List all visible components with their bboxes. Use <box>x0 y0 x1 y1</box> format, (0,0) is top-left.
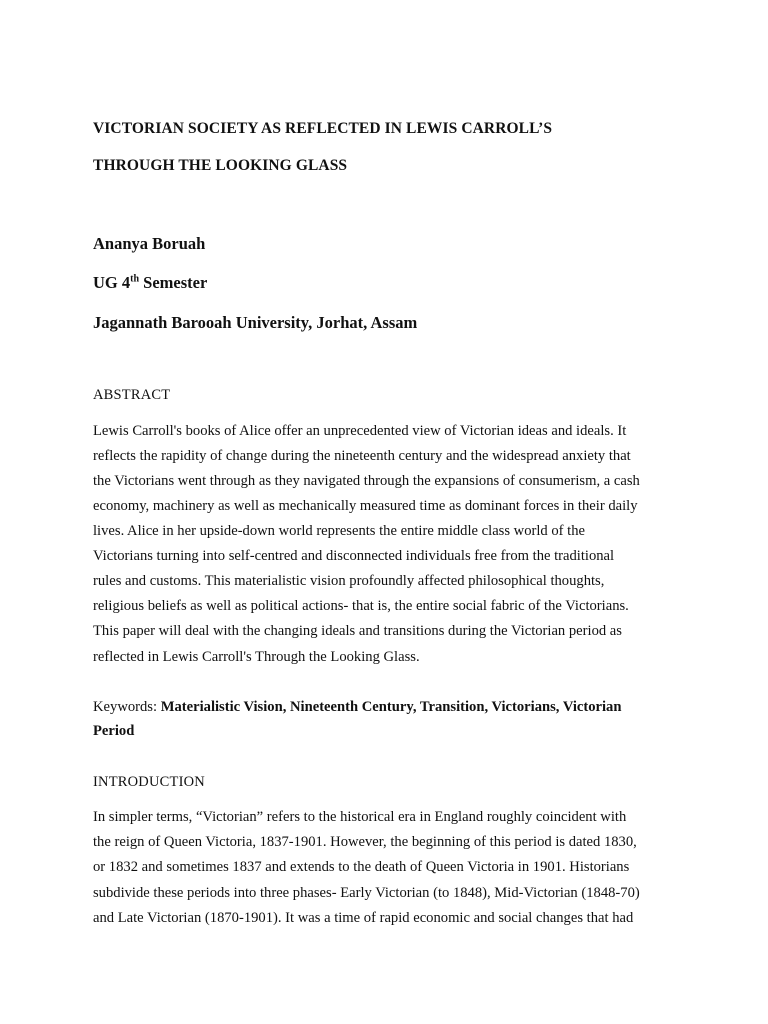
abstract-line: the Victorians went through as they navigated through the expansions of consumerism, a cash <box>93 473 640 489</box>
introduction-line: and Late Victorian (1870-1901). It was a time of rapid economic and social changes that had <box>93 910 634 926</box>
keywords-label: Keywords: <box>93 699 161 715</box>
abstract-line: lives. Alice in her upside-down world represents the entire middle class world of the <box>93 523 586 539</box>
paper-title-line-2: THROUGH THE LOOKING GLASS <box>93 157 348 174</box>
introduction-line: or 1832 and sometimes 1837 and extends to the death of Queen Victoria in 1901. Historians <box>93 859 630 875</box>
abstract-line: economy, machinery as well as mechanically measured time as dominant forces in their daily <box>93 498 638 514</box>
introduction-line: the reign of Queen Victoria, 1837-1901. However, the beginning of this period is dated 1830, <box>93 834 637 850</box>
abstract-heading: ABSTRACT <box>93 387 171 403</box>
author-affiliation: Jagannath Barooah University, Jorhat, Assam <box>93 313 418 332</box>
abstract-line: rules and customs. This materialistic vision profoundly affected philosophical thoughts, <box>93 573 605 589</box>
paper-title-line-1: VICTORIAN SOCIETY AS REFLECTED IN LEWIS CARROLL’S <box>93 120 553 137</box>
introduction-line: subdivide these periods into three phases- Early Victorian (to 1848), Mid-Victorian (1848-70) <box>93 885 640 901</box>
author-name: Ananya Boruah <box>93 234 206 253</box>
keywords-line-2: Period <box>93 723 135 739</box>
abstract-line: This paper will deal with the changing ideals and transitions during the Victorian period as <box>93 623 622 639</box>
semester-suffix: Semester <box>139 273 208 292</box>
keywords-line-1 <box>93 698 621 716</box>
keywords-list: Materialistic Vision, Nineteenth Century, Transition, Victorians, Victorian <box>160 699 622 715</box>
abstract-line: reflected in Lewis Carroll's Through the Looking Glass. <box>93 649 420 665</box>
introduction-line: In simpler terms, “Victorian” refers to the historical era in England roughly coincident with <box>93 809 627 825</box>
semester-superscript: th <box>130 273 140 285</box>
author-semester <box>93 274 207 292</box>
semester-prefix: UG 4 <box>93 273 131 292</box>
introduction-heading: INTRODUCTION <box>93 774 205 790</box>
abstract-line: Victorians turning into self-centred and disconnected individuals free from the traditional <box>93 548 615 564</box>
abstract-line: Lewis Carroll's books of Alice offer an unprecedented view of Victorian ideas and ideals. It <box>93 423 627 439</box>
abstract-line: reflects the rapidity of change during the nineteenth century and the widespread anxiety that <box>93 448 631 464</box>
abstract-line: religious beliefs as well as political actions- that is, the entire social fabric of the Victorians. <box>93 598 629 614</box>
